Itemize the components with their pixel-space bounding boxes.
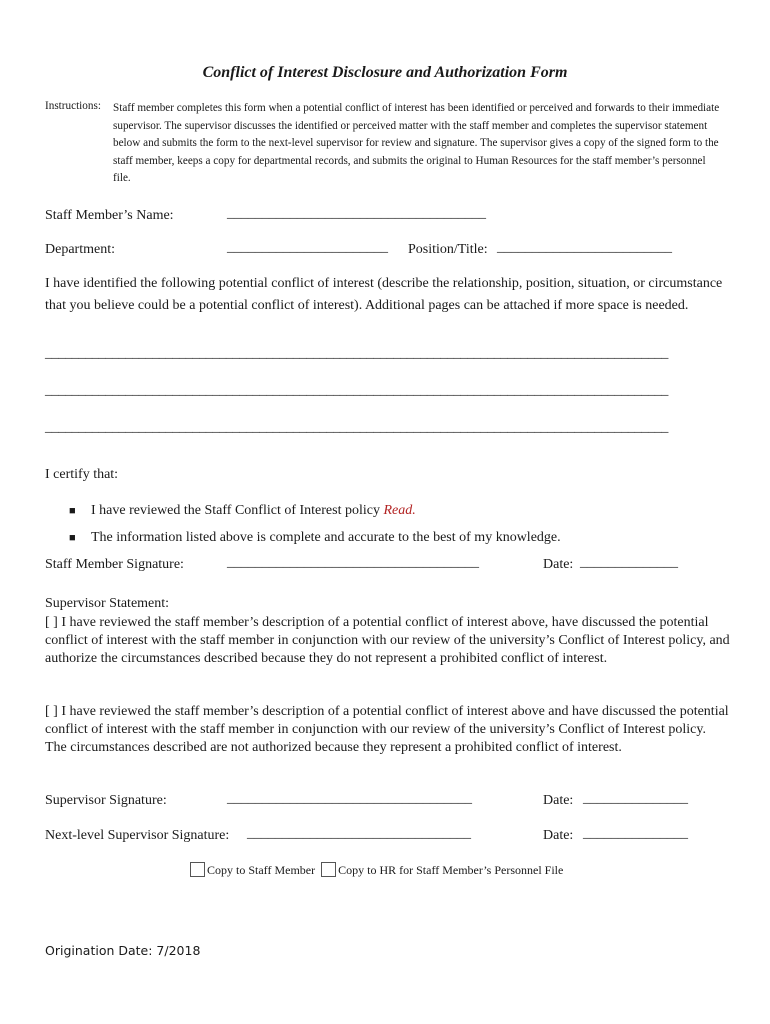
conflict-line-1[interactable]: _____________________________________________________________________________________________ (45, 346, 669, 361)
option-1-checkbox[interactable]: [ ] (45, 615, 58, 630)
staff-name-field[interactable]: _____________________________________ (227, 206, 486, 221)
supervisor-date-label: Date: (543, 793, 574, 808)
conflict-prompt: I have identified the following potential conflict of interest (describe the relationship, position, situation, or circumstance that you believe could be a potential conflict of interest). Additional pages can be attached if more space is needed. (45, 276, 723, 313)
department-label: Department: (45, 242, 115, 257)
copy-staff-label: Copy to Staff Member (207, 863, 316, 877)
staff-signature-field[interactable]: ____________________________________ (227, 555, 479, 570)
staff-date-field[interactable]: ______________ (580, 555, 678, 570)
department-field[interactable]: _______________________ (227, 240, 388, 255)
conflict-line-2[interactable]: _____________________________________________________________________________________________ (45, 383, 669, 398)
policy-read-link[interactable]: Read (383, 503, 413, 518)
certify-heading: I certify that: (45, 467, 119, 482)
next-level-date-label: Date: (543, 828, 574, 843)
supervisor-heading: Supervisor Statement: (45, 596, 170, 611)
position-label: Position/Title: (408, 242, 488, 257)
certify-item-1 (91, 503, 416, 519)
origination-date: Origination Date: 7/2018 (45, 943, 201, 958)
certify-item-1-end: . (412, 503, 416, 518)
next-level-signature-label: Next-level Supervisor Signature: (45, 828, 230, 843)
supervisor-option-2 (45, 703, 730, 757)
bullet-icon: ■ (69, 532, 76, 544)
staff-name-label: Staff Member’s Name: (45, 208, 174, 223)
instructions-text: Staff member completes this form when a potential conflict of interest has been identified or perceived and forwards to their immediate supervisor. The supervisor discusses the identified or perceived matter with the staff member and completes the supervisor statement below and submits the form to the next-level supervisor for review and signature. The supervisor gives a copy of the signed form to the staff member, keeps a copy for departmental records, and submits the original to Human Resources for the staff member’s personnel file. (113, 102, 720, 184)
copy-hr-label: Copy to HR for Staff Member’s Personnel File (338, 863, 564, 877)
copy-options (190, 862, 563, 878)
option-2-text: I have reviewed the staff member’s description of a potential conflict of interest above and have discussed the potential conflict of interest with the staff member in conjunction with our review of the university’s Conflict of Interest policy. The circumstances described are not authorized because they represent a prohibited conflict of interest. (45, 704, 729, 755)
copy-hr-checkbox[interactable] (321, 862, 336, 877)
next-level-date-field[interactable]: _______________ (583, 826, 688, 841)
bullet-icon: ■ (69, 505, 76, 517)
option-2-checkbox[interactable]: [ ] (45, 704, 58, 719)
position-field[interactable]: _________________________ (497, 240, 672, 255)
supervisor-signature-field[interactable]: ___________________________________ (227, 791, 472, 806)
staff-signature-label: Staff Member Signature: (45, 557, 184, 572)
certify-item-2: The information listed above is complete and accurate to the best of my knowledge. (91, 530, 561, 545)
option-1-text: I have reviewed the staff member’s description of a potential conflict of interest above, have discussed the potential conflict of interest with the staff member in conjunction with our review of the university’s Conflict of Interest policy, and authorize the circumstances described because they do not represent a prohibited conflict of interest. (45, 615, 730, 666)
staff-date-label: Date: (543, 557, 574, 572)
supervisor-signature-label: Supervisor Signature: (45, 793, 167, 808)
certify-item-1-text: I have reviewed the Staff Conflict of Interest policy (91, 503, 380, 518)
conflict-line-3[interactable]: _____________________________________________________________________________________________ (45, 420, 669, 435)
supervisor-date-field[interactable]: _______________ (583, 791, 688, 806)
supervisor-option-1 (45, 614, 730, 668)
copy-staff-checkbox[interactable] (190, 862, 205, 877)
next-level-signature-field[interactable]: ________________________________ (247, 826, 471, 841)
form-title: Conflict of Interest Disclosure and Authorization Form (202, 64, 568, 81)
instructions-label: Instructions: (45, 100, 101, 112)
